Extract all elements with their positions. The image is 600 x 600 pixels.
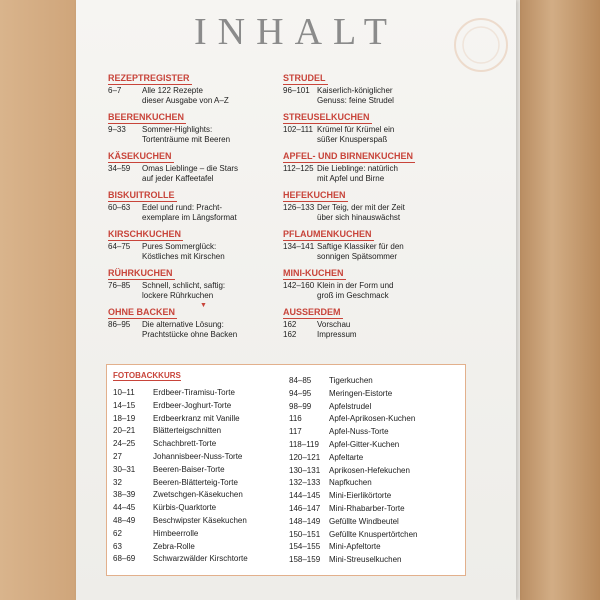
contents-section [283, 224, 463, 263]
fotobackkurs-entry [289, 452, 459, 465]
page-numbers: 142–160 [283, 281, 315, 290]
entry-text: Himbeerrolle [153, 528, 199, 538]
entry-text: Kürbis-Quarktorte [153, 503, 217, 513]
entry-text: Köstliches mit Kirschen [142, 252, 225, 261]
section-heading: MINI-KUCHEN [283, 268, 344, 278]
page-numbers: 96–101 [283, 86, 310, 95]
fotobackkurs-entry [113, 425, 283, 438]
fotobackkurs-entry [289, 490, 459, 503]
fotobackkurs-entry [113, 438, 283, 451]
page-numbers: 48–49 [113, 515, 136, 525]
contents-entry [283, 96, 463, 106]
entry-text: Prachtstücke ohne Backen [142, 330, 238, 339]
section-heading: AUSSERDEM [283, 307, 341, 317]
fotobackkurs-entry [289, 465, 459, 478]
contents-entry [283, 174, 463, 184]
entry-text: Impressum [317, 330, 357, 339]
contents-section [283, 185, 463, 224]
contents-entry [108, 252, 268, 262]
page-numbers [283, 291, 317, 301]
entry-text: Beeren-Blätterteig-Torte [153, 477, 238, 487]
page-numbers: 130–131 [289, 465, 321, 475]
entry-text: Alle 122 Rezepte [142, 86, 203, 95]
entry-text: Saftige Klassiker für den [317, 242, 404, 251]
page-numbers [283, 213, 317, 223]
contents-entry [283, 291, 463, 301]
entry-text: Die Lieblinge: natürlich [317, 164, 398, 173]
entry-text: groß im Geschmack [317, 291, 389, 300]
section-heading: REZEPTREGISTER [108, 73, 190, 83]
page-numbers: 38–39 [113, 490, 136, 500]
page-numbers: 44–45 [113, 503, 136, 513]
fotobackkurs-entry [289, 529, 459, 542]
page-numbers: 68–69 [113, 554, 136, 564]
entry-text: Erdbeer-Joghurt-Torte [153, 400, 232, 410]
entry-text: Meringen-Eistorte [329, 388, 393, 398]
entry-text: Tigerkuchen [329, 376, 373, 385]
entry-text: Napfkuchen [329, 478, 372, 488]
entry-text: Die alternative Lösung: [142, 320, 224, 329]
entry-text: auf jeder Kaffeetafel [142, 174, 214, 183]
page-numbers: 34–59 [108, 164, 131, 173]
page-numbers: 10–11 [113, 388, 135, 397]
page-numbers: 24–25 [113, 439, 136, 449]
contents-entry [108, 174, 268, 184]
page-numbers: 9–33 [108, 125, 126, 134]
entry-text: Apfelstrudel [329, 401, 372, 411]
magazine-page [76, 0, 516, 600]
page-numbers [283, 135, 317, 145]
contents-entry [108, 86, 268, 96]
page-numbers: 18–19 [113, 413, 136, 423]
fotobackkurs-entry [289, 401, 459, 414]
fotobackkurs-entry [113, 464, 283, 477]
page-numbers: 148–149 [289, 516, 321, 526]
page-numbers: 63 [113, 541, 122, 551]
contents-entry [108, 96, 268, 106]
entry-text: Apfel-Aprikosen-Kuchen [329, 414, 416, 424]
section-heading: OHNE BACKEN [108, 307, 176, 317]
page-numbers: 144–145 [289, 491, 321, 501]
contents-entry [283, 281, 463, 291]
page-numbers: 62 [113, 528, 122, 538]
fotobackkurs-entry [289, 413, 459, 426]
contents-entry [108, 320, 268, 330]
contents-section [108, 224, 268, 263]
page-numbers: 98–99 [289, 401, 312, 411]
page-numbers: 102–111 [283, 125, 313, 134]
page-numbers: 27 [113, 451, 122, 461]
fotobackkurs-entry [289, 477, 459, 490]
page-numbers: 32 [113, 477, 122, 487]
entry-text: Mini-Streuselkuchen [329, 555, 402, 565]
fotobackkurs-entry [289, 554, 459, 567]
page-numbers: 116 [289, 414, 302, 424]
page-numbers [283, 96, 317, 106]
contents-section [108, 146, 268, 185]
page-title: INHALT [194, 11, 398, 53]
fotobackkurs-right-list [289, 375, 459, 567]
section-heading: STREUSELKUCHEN [283, 112, 370, 122]
section-heading: PFLAUMENKUCHEN [283, 229, 372, 239]
entry-text: Mini-Rhabarber-Torte [329, 503, 405, 513]
entry-text: Gefüllte Windbeutel [329, 516, 399, 526]
page-numbers: 117 [289, 427, 302, 437]
fotobackkurs-left-list [113, 387, 283, 566]
entry-text: Mini-Eierlikörtorte [329, 491, 392, 501]
fotobackkurs-entry [113, 489, 283, 502]
entry-text: Krümel für Krümel ein [317, 125, 395, 134]
entry-text: Edel und rund: Pracht- [142, 203, 223, 212]
fotobackkurs-heading: FOTOBACKKURS [113, 371, 181, 380]
entry-text: Aprikosen-Hefekuchen [329, 465, 410, 475]
section-heading: BEERENKUCHEN [108, 112, 185, 122]
fotobackkurs-entry [113, 400, 283, 413]
contents-section [283, 302, 463, 341]
contents-entry [283, 252, 463, 262]
page-numbers: 150–151 [289, 529, 321, 539]
contents-section [108, 302, 268, 341]
contents-entry [108, 125, 268, 135]
contents-entry [283, 213, 463, 223]
page-numbers [108, 330, 142, 340]
heart-marker-icon: ▼ [200, 302, 207, 309]
contents-entry [108, 203, 268, 213]
contents-section [108, 185, 268, 224]
section-heading: BISKUITROLLE [108, 190, 175, 200]
entry-text: Zwetschgen-Käsekuchen [153, 490, 243, 500]
entry-text: lockere Rührkuchen [142, 291, 214, 300]
fotobackkurs-entry [289, 426, 459, 439]
fotobackkurs-entry [113, 477, 283, 490]
page-numbers: 158–159 [289, 555, 321, 565]
page-numbers [283, 174, 317, 184]
entry-text: sonnigen Spätsommer [317, 252, 398, 261]
entry-text: Pures Sommerglück: [142, 242, 217, 251]
entry-text: Apfeltarte [329, 452, 364, 462]
entry-text: Apfel-Nuss-Torte [329, 427, 389, 437]
entry-text: Mini-Apfeltorte [329, 542, 381, 552]
entry-text: über sich hinauswächst [317, 213, 401, 222]
page-numbers: 126–133 [283, 203, 315, 212]
fotobackkurs-entry [289, 439, 459, 452]
fotobackkurs-entry [289, 388, 459, 401]
entry-text: Johannisbeer-Nuss-Torte [153, 451, 243, 461]
contents-entry [283, 86, 463, 96]
page-numbers: 118–119 [289, 439, 319, 449]
contents-entry [283, 242, 463, 252]
entry-text: Schachbrett-Torte [153, 439, 217, 449]
entry-text: Beschwipster Käsekuchen [153, 515, 247, 525]
fotobackkurs-entry [113, 553, 283, 566]
page-numbers: 94–95 [289, 388, 312, 398]
entry-text: Gefüllte Knuspertörtchen [329, 529, 418, 539]
page-numbers: 14–15 [113, 400, 136, 410]
contents-section [283, 68, 463, 107]
page-numbers [108, 96, 142, 106]
entry-text: Kaiserlich-königlicher [317, 86, 393, 95]
contents-section [108, 68, 268, 107]
contents-entry [283, 330, 463, 340]
page-numbers: 84–85 [289, 376, 312, 385]
contents-section [108, 107, 268, 146]
entry-text: Schnell, schlicht, saftig: [142, 281, 226, 290]
page-numbers: 146–147 [289, 503, 321, 513]
entry-text: Blätterteigschnitten [153, 426, 222, 436]
contents-entry [108, 281, 268, 291]
entry-text: Tortenträume mit Beeren [142, 135, 231, 144]
fotobackkurs-entry [113, 451, 283, 464]
page-numbers: 86–95 [108, 320, 131, 329]
wooden-table-left [0, 0, 78, 600]
contents-entry [283, 125, 463, 135]
entry-text: Apfel-Gitter-Kuchen [329, 439, 400, 449]
entry-text: Der Teig, der mit der Zeit [317, 203, 405, 212]
page-numbers [108, 213, 142, 223]
entry-text: Zebra-Rolle [153, 541, 195, 551]
entry-text: Sommer-Highlights: [142, 125, 213, 134]
fotobackkurs-box [106, 364, 466, 576]
contents-entry [283, 135, 463, 145]
page-numbers: 162 [283, 330, 297, 339]
page-numbers: 6–7 [108, 86, 122, 95]
fotobackkurs-entry [289, 375, 459, 388]
fotobackkurs-entry [113, 515, 283, 528]
section-heading: KIRSCHKUCHEN [108, 229, 182, 239]
entry-text: Beeren-Baiser-Torte [153, 464, 225, 474]
entry-text: Vorschau [317, 320, 351, 329]
contents-section [108, 263, 268, 302]
contents-entry [108, 242, 268, 252]
page-numbers: 132–133 [289, 478, 321, 488]
page-numbers: 162 [283, 320, 297, 329]
fotobackkurs-entry [113, 528, 283, 541]
page-numbers: 20–21 [113, 426, 136, 436]
contents-section [283, 263, 463, 302]
section-heading: HEFEKUCHEN [283, 190, 346, 200]
page-numbers: 64–75 [108, 242, 131, 251]
page-numbers [283, 252, 317, 262]
entry-text: mit Apfel und Birne [317, 174, 385, 183]
page-numbers [108, 291, 142, 301]
section-heading: RÜHRKUCHEN [108, 268, 173, 278]
entry-text: Klein in der Form und [317, 281, 394, 290]
fotobackkurs-entry [289, 503, 459, 516]
contents-entry [283, 320, 463, 330]
entry-text: Schwarzwälder Kirschtorte [153, 554, 248, 564]
page-numbers: 76–85 [108, 281, 131, 290]
page-numbers [108, 135, 142, 145]
contents-entry [283, 164, 463, 174]
contents-section [283, 146, 463, 185]
section-heading: KÄSEKUCHEN [108, 151, 172, 161]
entry-text: Erdbeerkranz mit Vanille [153, 413, 240, 423]
page-numbers [108, 174, 142, 184]
contents-section [283, 107, 463, 146]
wooden-table-right [520, 0, 600, 600]
page-numbers: 60–63 [108, 203, 131, 212]
contents-entry [108, 213, 268, 223]
page-numbers: 134–141 [283, 242, 315, 251]
contents-entry [108, 164, 268, 174]
fotobackkurs-entry [289, 516, 459, 529]
entry-text: Erdbeer-Tiramisu-Torte [153, 388, 235, 397]
section-heading: APFEL- UND BIRNENKUCHEN [283, 151, 413, 161]
page-numbers [108, 252, 142, 262]
entry-text: Omas Lieblinge – die Stars [142, 164, 239, 173]
fotobackkurs-entry [113, 541, 283, 554]
contents-entry [108, 330, 268, 340]
fotobackkurs-entry [289, 541, 459, 554]
entry-text: exemplare im Längsformat [142, 213, 237, 222]
contents-entry [283, 203, 463, 213]
page-numbers: 112–125 [283, 164, 314, 173]
section-heading: STRUDEL [283, 73, 326, 83]
entry-text: Genuss: feine Strudel [317, 96, 394, 105]
contents-entry [108, 135, 268, 145]
entry-text: süßer Knusperspaß [317, 135, 388, 144]
page-numbers: 120–121 [289, 452, 321, 462]
contents-right-column [283, 68, 463, 341]
page-numbers: 154–155 [289, 542, 321, 552]
page-numbers: 30–31 [113, 464, 136, 474]
fotobackkurs-entry [113, 502, 283, 515]
fotobackkurs-entry [113, 387, 283, 400]
fotobackkurs-entry [113, 413, 283, 426]
entry-text: dieser Ausgabe von A–Z [142, 96, 229, 105]
contents-entry [108, 291, 268, 301]
contents-left-column [108, 68, 268, 341]
